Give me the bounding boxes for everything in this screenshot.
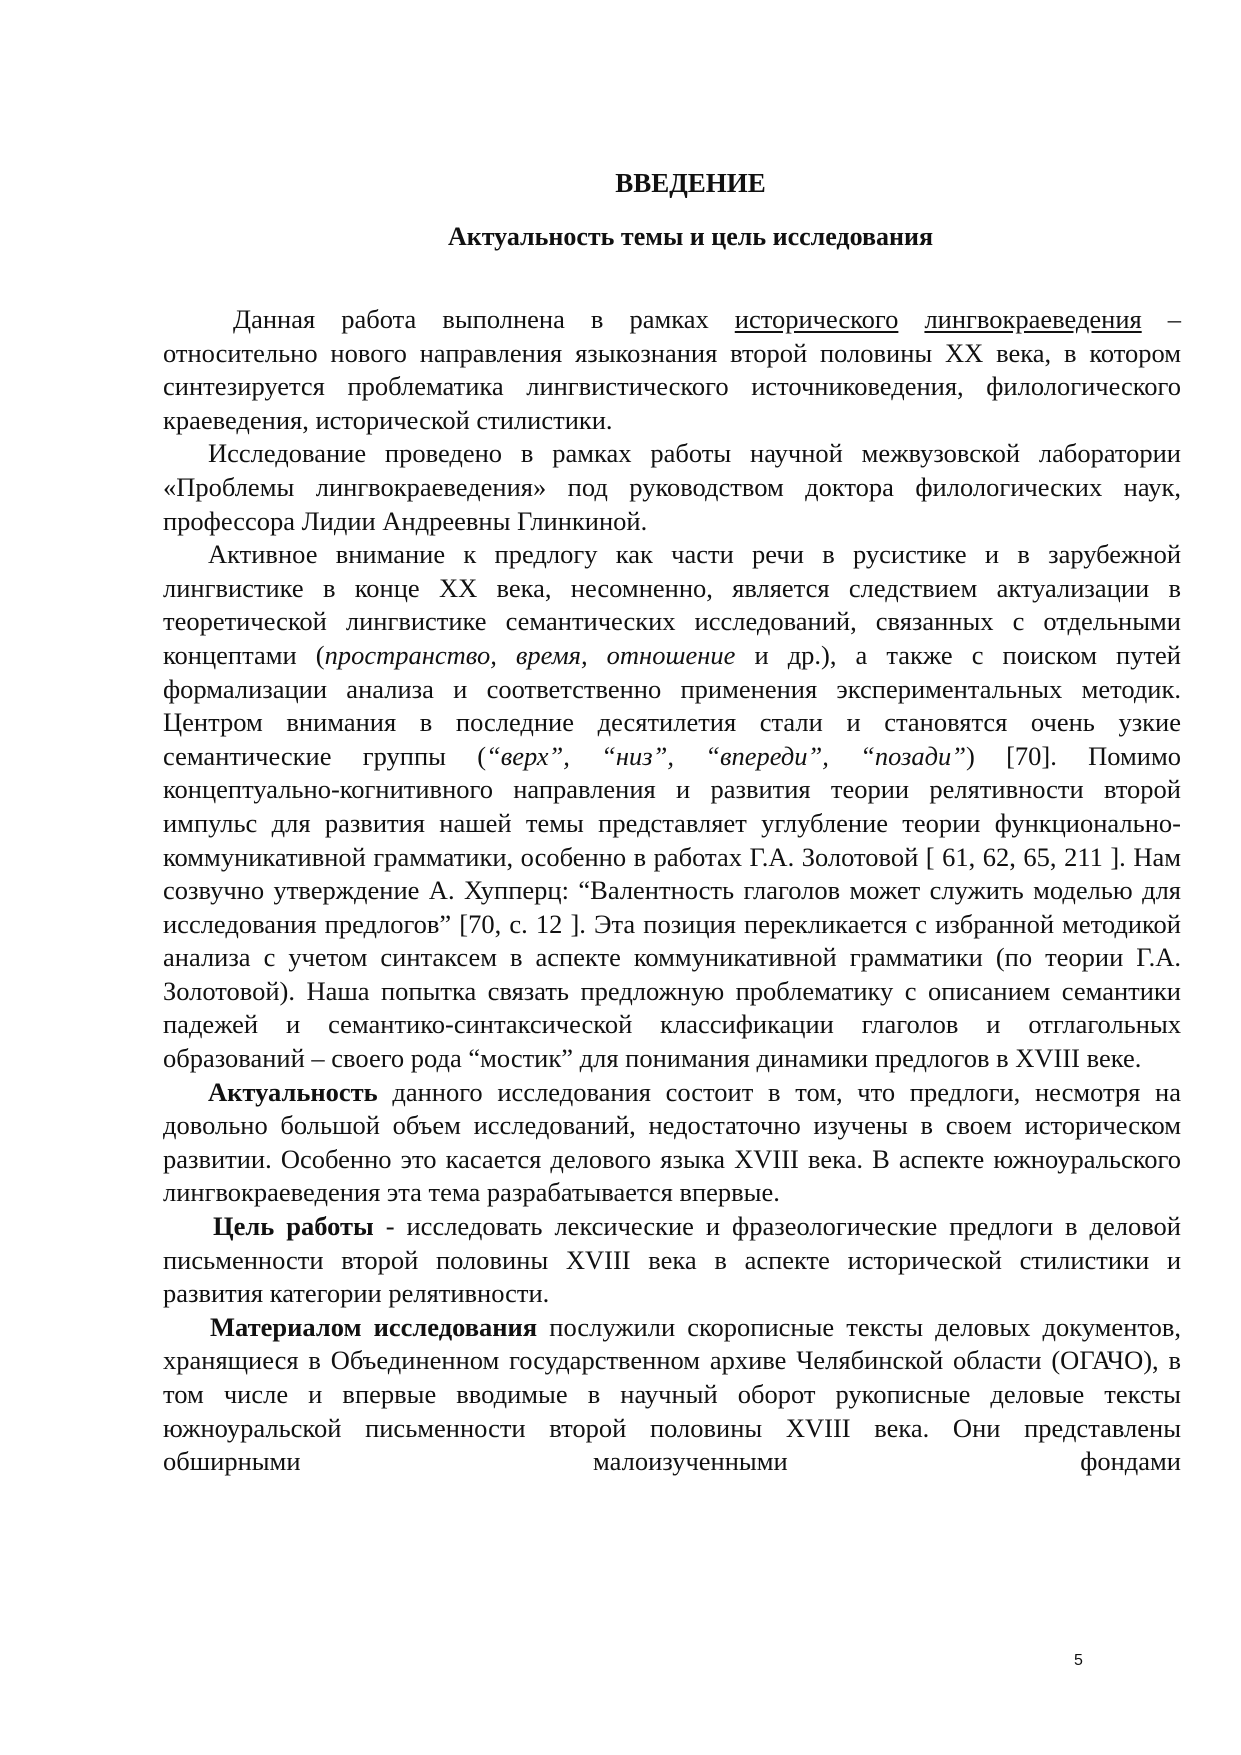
paragraph-text: Активное внимание к предлогу как части речи в русистике и в зарубежной лингвистике в конце XX века, несомненно, является следствием актуализации в теоретической лингвистике семантических исследований, связанных с отдельными концептами (: [163, 539, 1181, 670]
chapter-heading: ВВЕДЕНИЕ: [615, 168, 766, 198]
paragraph-text: [898, 304, 924, 334]
paragraph-text: – относительно нового направления языкознания второй половины XX века, в котором синтезируется проблематика лингвистического источниковедения, филологического краеведения, исторической стилистики.: [163, 304, 1182, 435]
paragraph-text: - исследовать лексические и фразеологические предлоги в деловой письменности второй половины XVIII века в аспекте исторической стилистики и развития категории релятивности.: [163, 1211, 1181, 1309]
paragraph-relevance: [163, 1076, 1181, 1210]
underlined-term: исторического: [734, 304, 899, 334]
bold-term-goal: Цель работы: [213, 1211, 374, 1242]
paragraph-text: и др.), а также с поиском путей формализации анализа и соответственно применения экспериментальных методик. Центром внимания в последние десятилетия стали и становятся очень узкие семантические группы (: [163, 639, 1181, 771]
paragraph-preposition-research: [163, 538, 1181, 1076]
paragraph-material: [163, 1311, 1181, 1479]
paragraph-laboratory: Исследование проведено в рамках работы научной межвузовской лаборатории «Проблемы лингвокраеведения» под руководством доктора филологических наук, профессора Лидии Андреевны Глинкиной.: [163, 438, 1181, 536]
paragraph-intro: [163, 303, 1181, 437]
paragraph-goal: [163, 1210, 1181, 1311]
body-text: [163, 303, 1181, 1479]
paragraph-text: данного исследования состоит в том, что предлоги, несмотря на довольно большой объем исследований, недостаточно изучены в своем историческом развитии. Особенно это касается делового языка XVIII века. В аспекте южноуральского лингвокраеведения эта тема разрабатывается впервые.: [163, 1076, 1181, 1208]
italic-semantic-groups: “верх”, “низ”, “впереди”, “позади”: [486, 740, 967, 771]
paragraph-text: ) [70]. Помимо концептуально-когнитивного направления и развития теории релятивности второй импульс для развития нашей темы представляет углубление теории функционально-коммуникативной грамматики, особенно в работах Г.А. Золотовой [ 61, 62, 65, 211 ]. Нам созвучно утверждение А. Хупперц: “Валентность глаголов может служить моделью для исследования предлогов” [70, с. 12 ]. Эта позиция перекликается с избранной методикой анализа с учетом синтаксем в аспекте коммуникативной грамматики (по теории Г.А. Золотовой). Наша попытка связать предложную проблематику с описанием семантики падежей и семантико-синтаксической классификации глаголов и отглагольных образований – своего рода “мостик” для понимания динамики предлогов в XVIII веке.: [163, 740, 1182, 1074]
bold-term-material: Материалом исследования: [210, 1311, 538, 1342]
paragraph-text: Данная работа выполнена в рамках: [233, 304, 735, 334]
paragraph-text: послужили скорописные тексты деловых документов, хранящиеся в Объединенном государственном архиве Челябинской области (ОГАЧО), в том числе и впервые вводимые в научный оборот рукописные деловые тексты южноуральской письменности второй половины XVIII века. Они представлены обширными малоизученными фондами: [163, 1311, 1181, 1477]
page-number: 5: [1074, 1652, 1083, 1669]
italic-concepts: пространство, время, отношение: [324, 639, 736, 670]
bold-term-relevance: Актуальность: [208, 1076, 378, 1107]
section-subheading: Актуальность темы и цель исследования: [447, 222, 934, 251]
underlined-term: лингвокраеведения: [924, 304, 1142, 334]
